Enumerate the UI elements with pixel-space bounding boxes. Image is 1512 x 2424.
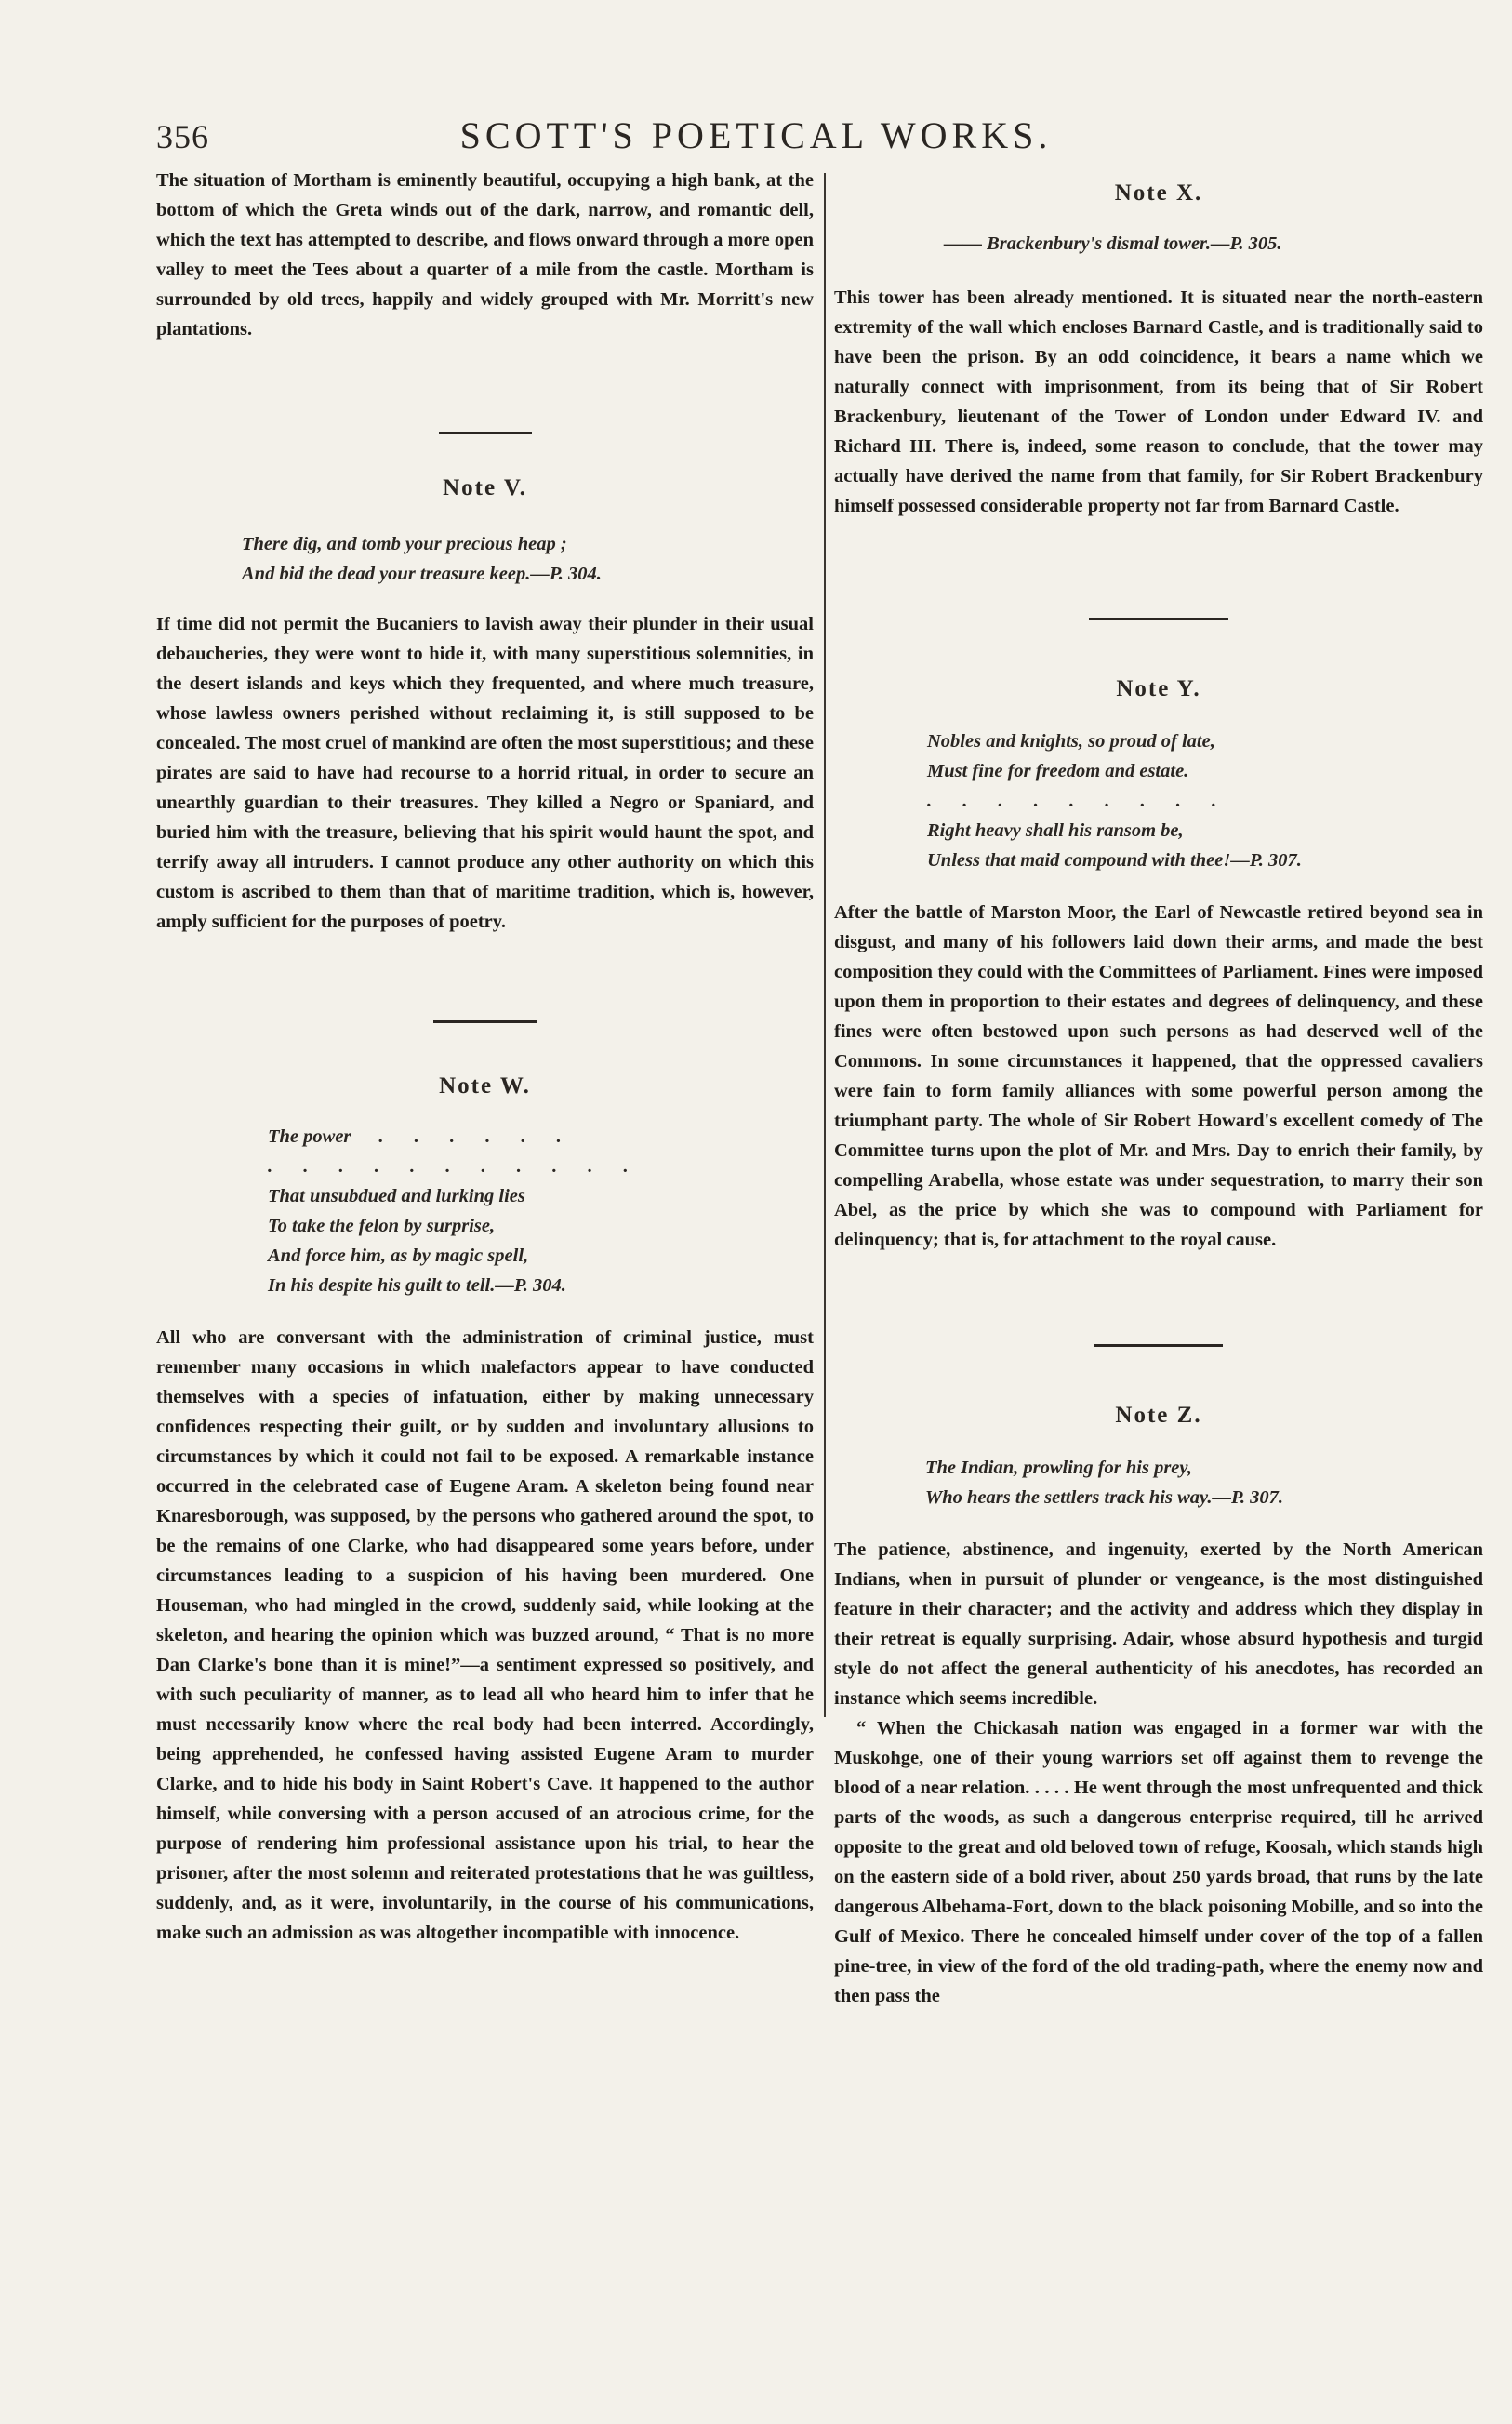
verse-line: To take the felon by surprise, xyxy=(268,1216,496,1236)
page-number: 356 xyxy=(156,118,209,155)
note-w-body xyxy=(156,1323,814,1948)
note-x xyxy=(834,180,1483,521)
note-v xyxy=(156,475,814,937)
note-z-heading: Note Z. xyxy=(1115,1403,1202,1428)
note-x-body xyxy=(834,283,1483,521)
note-z-verse xyxy=(925,1453,1483,1512)
left-column xyxy=(156,166,814,1948)
verse-line: There dig, and tomb your precious heap ; xyxy=(242,534,567,554)
running-title: SCOTT'S POETICAL WORKS. xyxy=(459,114,1053,156)
note-y-paragraph: After the battle of Marston Moor, the Earl of Newcastle retired beyond sea in disgust, and many of his followers laid down their arms, and made the best composition they could with the Committees of Parliament. Fines were imposed upon them in proportion to their estates and degrees of delinquency, and these fines were often bestowed upon such persons as had deserved well of the Commons. In some circumstances it happened, that the oppressed cavaliers were fain to form family alliances with some powerful person among the triumphant party. The whole of Sir Robert Howard's excellent comedy of The Committee turns upon the plot of Mr. and Mrs. Day to enrich their family, by compelling Arabella, whose estate was under sequestration, to marry their son Abel, as the price by which she was to compound with Parliament for delinquency; that is, for attachment to the royal cause. xyxy=(834,902,1483,1250)
note-w-paragraph: All who are conversant with the administration of criminal justice, must remember many occasions in which malefactors appear to have conducted themselves with a species of infatuation, either by making unnecessary confidences respecting their guilt, or by sudden and involuntary allusions to circumstances by which it could not fail to be exposed. A remarkable instance occurred in the celebrated case of Eugene Aram. A skeleton being found near Knaresborough, was supposed, by the persons who gathered around the spot, to be the remains of one Clarke, who had disappeared some years before, under circumstances leading to a suspicion of his having been murdered. One Houseman, who had mingled in the crowd, suddenly said, while looking at the skeleton, and hearing the opinion which was buzzed around, “ That is no more Dan Clarke's bone than it is mine!”—a sentiment expressed so positively, and with such peculiarity of manner, as to lead all who heard him to infer that he must necessarily know where the real body had been interred. Accordingly, being apprehended, he confessed having assisted Eugene Aram to murder Clarke, and to hide his body in Saint Robert's Cave. It happened to the author himself, while conversing with a person accused of an atrocious crime, for the purpose of rendering him professional assistance upon his trial, to hear the prisoner, after the most solemn and reiterated protestations that he was guiltless, suddenly, and, as it were, involuntarily, in the course of his communications, make such an admission as was altogether incompatible with innocence. xyxy=(156,1327,814,1943)
verse-line: —— Brackenbury's dismal tower.—P. 305. xyxy=(944,233,1282,254)
verse-line: Who hears the settlers track his way.—P. 307. xyxy=(925,1487,1283,1508)
verse-text: The power xyxy=(268,1126,351,1147)
note-y-body xyxy=(834,898,1483,1255)
section-rule xyxy=(1089,618,1228,620)
verse-line: That unsubdued and lurking lies xyxy=(268,1186,525,1206)
note-x-verse xyxy=(944,229,1483,259)
verse-line: The Indian, prowling for his prey, xyxy=(925,1458,1192,1478)
page-header xyxy=(0,110,1512,156)
verse-ellipsis: . . . . . . xyxy=(378,1126,575,1147)
right-column xyxy=(834,166,1483,2011)
note-v-paragraph: If time did not permit the Bucaniers to lavish away their plunder in their usual debaucheries, they were wont to hide it, with many superstitious solemnities, in the desert islands and keys which they frequented, and where much treasure, whose lawless owners perished without reclaiming it, is still supposed to be concealed. The most cruel of mankind are often the most superstitious; and these pirates are said to have had recourse to a horrid ritual, in order to secure an unearthly guardian to their treasures. They killed a Negro or Spaniard, and buried him with the treasure, believing that his spirit would haunt the spot, and terrify away all intruders. I cannot produce any other authority on which this custom is ascribed to them than that of maritime tradition, which is, however, amply sufficient for the purposes of poetry. xyxy=(156,614,814,932)
intro-paragraph: The situation of Mortham is eminently beautiful, occupying a high bank, at the bottom of which the Greta winds out of the dark, narrow, and romantic dell, which the text has attempted to describe, and flows onward through a more open valley to meet the Tees about a quarter of a mile from the castle. Mortham is surrounded by old trees, happily and widely grouped with Mr. Morritt's new plantations. xyxy=(156,170,814,340)
section-rule xyxy=(433,1020,537,1023)
verse-line: Must fine for freedom and estate. xyxy=(927,761,1189,781)
verse-line: And bid the dead your treasure keep.—P. 304. xyxy=(242,564,602,584)
verse-ellipsis: . . . . . . . . . xyxy=(927,791,1230,811)
verse-line xyxy=(268,1122,814,1152)
note-w-heading: Note W. xyxy=(439,1073,531,1099)
verse-line: Unless that maid compound with thee!—P. 307. xyxy=(927,850,1302,871)
note-z-body xyxy=(834,1535,1483,2011)
verse-line: In his despite his guilt to tell.—P. 304. xyxy=(268,1275,566,1296)
note-z-paragraph: “ When the Chickasah nation was engaged in a former war with the Muskohge, one of their young warriors set off against them to revenge the blood of a near relation. . . . . He went through the most unfrequented and thick parts of the woods, as such a dangerous enterprise required, till he arrived opposite to the great and old beloved town of refuge, Koosah, which stands high on the eastern side of a bold river, about 250 yards broad, that runs by the late dangerous Albehama-Fort, down to the black poisoning Mobille, and so into the Gulf of Mexico. There he concealed himself under cover of the top of a fallen pine-tree, in view of the ford of the old trading-path, where the enemy now and then pass the xyxy=(834,1718,1483,2006)
verse-line: Nobles and knights, so proud of late, xyxy=(927,731,1215,752)
note-w xyxy=(156,1073,814,1948)
note-v-body xyxy=(156,609,814,937)
note-y xyxy=(834,676,1483,1255)
note-y-heading: Note Y. xyxy=(1116,676,1201,701)
verse-line: Right heavy shall his ransom be, xyxy=(927,820,1184,841)
note-w-verse xyxy=(268,1122,814,1300)
verse-ellipsis: . . . . . . . . . . . xyxy=(268,1156,642,1177)
note-x-heading: Note X. xyxy=(1114,180,1203,206)
note-z xyxy=(834,1403,1483,2011)
note-v-verse xyxy=(242,529,814,589)
note-z-paragraph: The patience, abstinence, and ingenuity, exerted by the North American Indians, when in pursuit of plunder or vengeance, is the most distinguished feature in their character; and the activity and address which they display in their retreat is equally surprising. Adair, whose absurd hypothesis and turgid style do not affect the general authenticity of his anecdotes, has recorded an instance which seems incredible. xyxy=(834,1539,1483,1709)
verse-line: And force him, as by magic spell, xyxy=(268,1245,529,1266)
note-y-verse xyxy=(927,726,1483,875)
column-divider xyxy=(824,173,826,1717)
section-rule xyxy=(1094,1344,1223,1347)
note-v-heading: Note V. xyxy=(443,475,527,500)
note-x-paragraph: This tower has been already mentioned. It is situated near the north-eastern extremity of the wall which encloses Barnard Castle, and is traditionally said to have been the prison. By an odd coincidence, it bears a name which we naturally connect with imprisonment, from its being that of Sir Robert Brackenbury, lieutenant of the Tower of London under Edward IV. and Richard III. There is, indeed, some reason to conclude, that the tower may actually have derived the name from that family, for Sir Robert Brackenbury himself possessed considerable property not far from Barnard Castle. xyxy=(834,287,1483,516)
section-rule xyxy=(439,432,532,434)
